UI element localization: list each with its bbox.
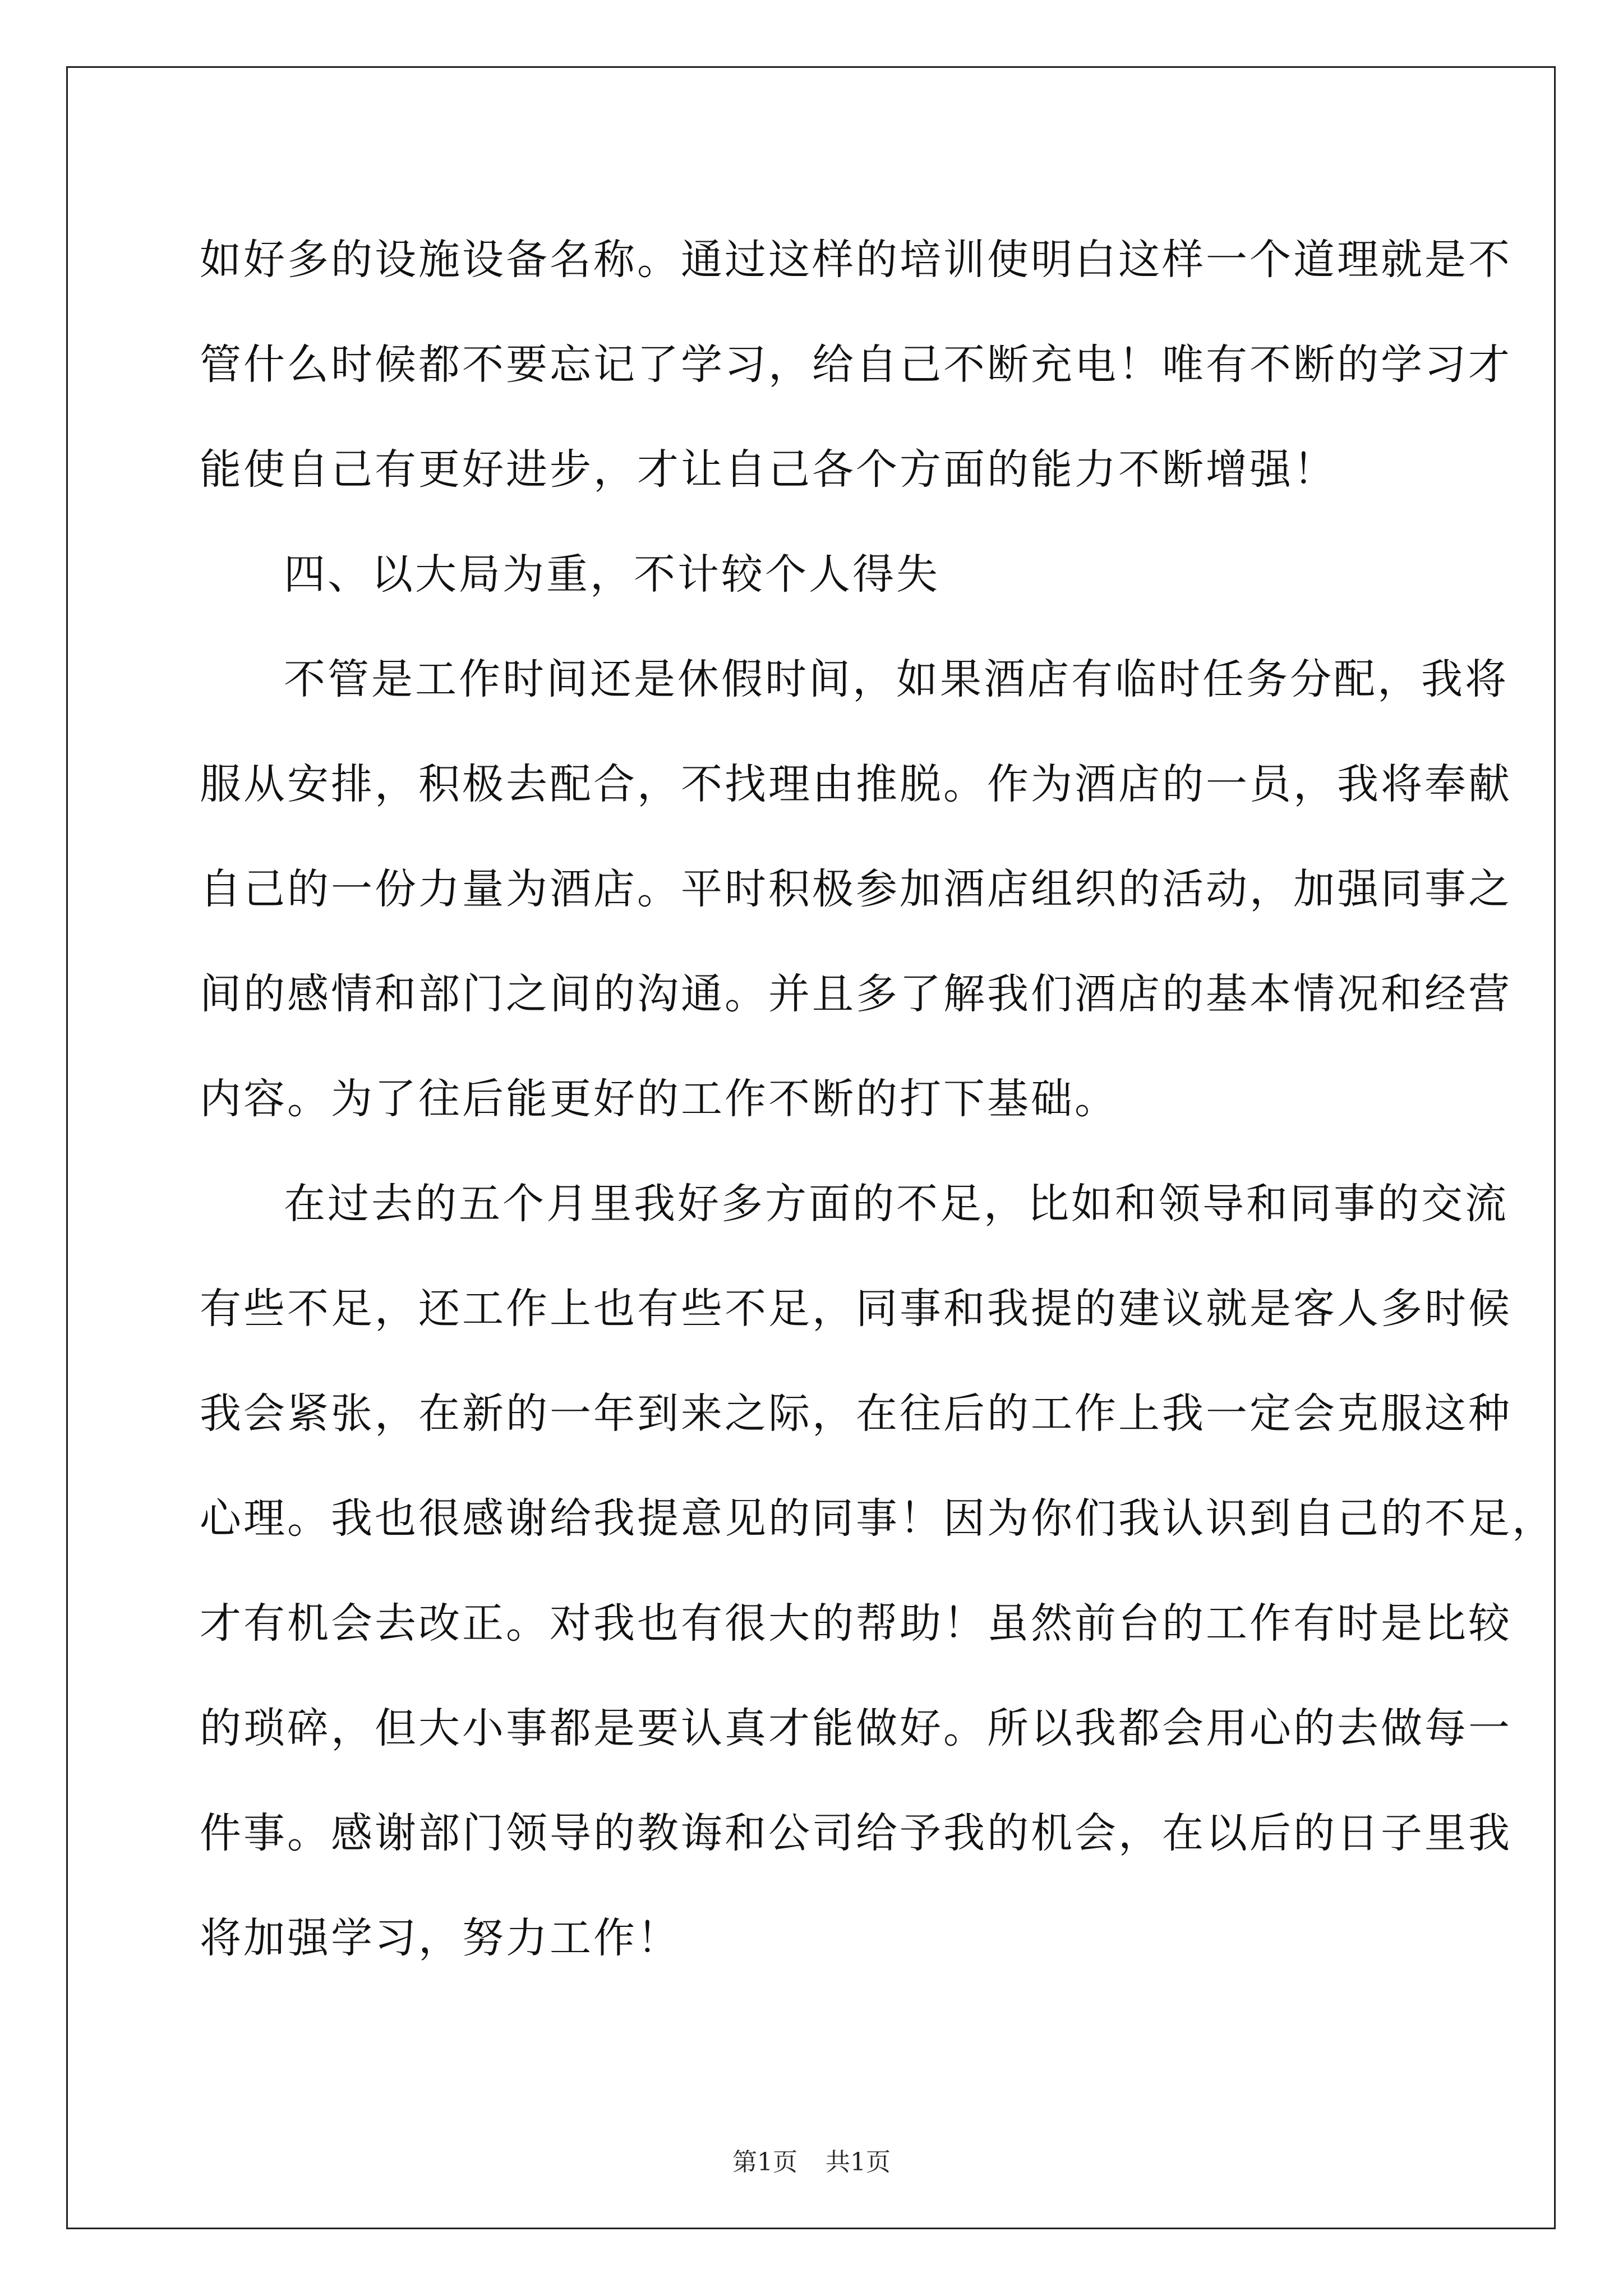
text-line: 间的感情和部门之间的沟通。并且多了解我们酒店的基本情况和经营 <box>200 970 1512 1018</box>
text-line: 将加强学习，努力工作！ <box>200 1914 681 1962</box>
text-line: 的琐碎，但大小事都是要认真才能做好。所以我都会用心的去做每一 <box>200 1704 1512 1752</box>
text-line: 我会紧张，在新的一年到来之际，在往后的工作上我一定会克服这种 <box>200 1389 1512 1438</box>
text-line: 能使自己有更好进步，才让自己各个方面的能力不断增强！ <box>200 445 1337 494</box>
text-line: 有些不足，还工作上也有些不足，同事和我提的建议就是客人多时候 <box>200 1285 1512 1333</box>
text-line: 才有机会去改正。对我也有很大的帮助！虽然前台的工作有时是比较 <box>200 1599 1512 1648</box>
text-line: 自己的一份力量为酒店。平时积极参加酒店组织的活动，加强同事之 <box>200 865 1512 913</box>
page-footer <box>0 2142 1623 2178</box>
document-body <box>200 208 1556 1991</box>
page-total: 共1页 <box>826 2148 891 2177</box>
text-line: 服从安排，积极去配合，不找理由推脱。作为酒店的一员，我将奉献 <box>200 760 1512 808</box>
text-line: 心理。我也很感谢给我提意见的同事！因为你们我认识到自己的不足， <box>200 1494 1556 1543</box>
text-line: 在过去的五个月里我好多方面的不足，比如和领导和同事的交流 <box>284 1180 1509 1228</box>
text-line: 不管是工作时间还是休假时间，如果酒店有临时任务分配，我将 <box>284 655 1509 703</box>
section-heading: 四、以大局为重，不计较个人得失 <box>284 550 940 599</box>
text-line: 内容。为了往后能更好的工作不断的打下基础。 <box>200 1075 1118 1123</box>
text-line: 如好多的设施设备名称。通过这样的培训使明白这样一个道理就是不 <box>200 236 1512 284</box>
page-number: 第1页 <box>732 2148 797 2177</box>
text-line: 管什么时候都不要忘记了学习，给自己不断充电！唯有不断的学习才 <box>200 341 1512 389</box>
text-line: 件事。感谢部门领导的教诲和公司给予我的机会，在以后的日子里我 <box>200 1809 1512 1857</box>
